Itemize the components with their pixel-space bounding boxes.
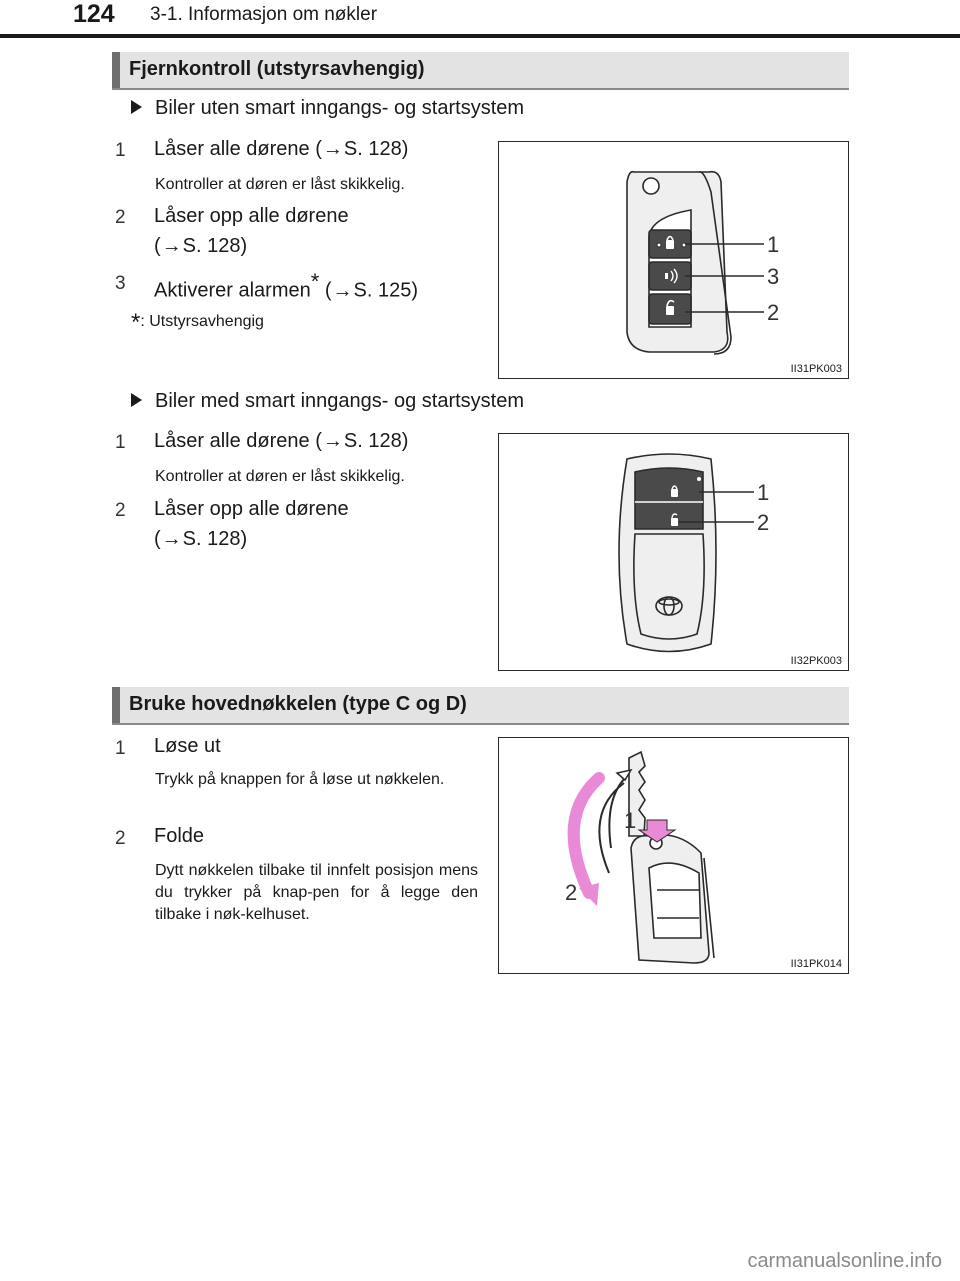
callout-2: 2 [757,510,770,535]
item-number: 3 [115,273,126,294]
list-item [154,201,349,261]
callout-1: 1 [767,232,780,257]
item-number: 1 [115,738,126,759]
figure-master-key-fold [498,737,849,974]
footnote-text: : Utstyrsavhengig [140,313,264,330]
section-bar-remote [112,52,849,90]
section-bar-master-key [112,687,849,725]
callout-2: 2 [767,300,780,325]
item-number: 2 [115,500,126,521]
subheading-text: Biler uten smart inngangs- og startsystem [155,97,525,119]
figure-smart-key [498,433,849,671]
arrow-icon: → [322,138,343,160]
list-item [154,134,408,164]
page-ref[interactable]: S. 128) [182,235,248,257]
triangle-bullet-icon [131,100,142,114]
footnote [131,311,264,334]
item-text: Aktiverer alarmen [154,279,311,302]
item-note: Kontroller at døren er låst skikkelig. [155,468,405,485]
item-note: Dytt nøkkelen tilbake til innfelt posisjon mens du trykker på knap-pen for å legge den tilbake i nøk-kelhuset. [155,862,478,923]
arrow-icon: → [161,235,182,257]
figure-code: II31PK003 [790,363,842,375]
page-ref[interactable]: S. 125) [353,279,418,302]
item-text: Låser alle dørene ( [154,138,322,160]
callout-1: 1 [624,808,637,833]
item-number: 1 [115,432,126,453]
footnote-star: * [310,269,320,294]
page-ref[interactable]: S. 128) [182,528,248,550]
item-text: Låser opp alle dørene [154,205,349,227]
footnote-star: * [131,309,141,336]
item-text: Låser opp alle dørene [154,498,349,520]
item-number: 2 [115,207,126,228]
page-ref[interactable]: S. 128) [343,138,409,160]
list-item: Folde [154,825,205,847]
list-item [154,426,408,456]
list-item [154,494,349,554]
arrow-icon: → [332,279,353,302]
subheading-text: Biler med smart inngangs- og startsystem [155,390,525,412]
subheading-with-smart [131,390,524,413]
master-key-illustration [499,738,847,972]
section-accent [112,687,120,723]
triangle-bullet-icon [131,393,142,407]
callout-1: 1 [757,480,770,505]
flip-key-illustration [499,142,847,377]
item-text: Låser alle dørene ( [154,430,322,452]
section-title: Bruke hovednøkkelen (type C og D) [129,693,467,715]
item-text: ( [154,528,161,550]
callout-3: 3 [767,264,780,289]
header-rule [0,34,960,38]
item-note: Trykk på knappen for å løse ut nøkkelen. [155,771,445,788]
item-text: ( [154,235,161,257]
figure-code: II32PK003 [790,655,842,667]
figure-flip-key-remote [498,141,849,379]
section-accent [112,52,120,88]
chapter-title: 3-1. Informasjon om nøkler [150,4,378,25]
arrow-icon: → [322,430,343,452]
section-title: Fjernkontroll (utstyrsavhengig) [129,58,425,80]
figure-code: II31PK014 [790,958,842,970]
subheading-without-smart [131,97,524,120]
item-number: 2 [115,828,126,849]
page-number: 124 [73,0,115,28]
item-number: 1 [115,140,126,161]
item-note: Kontroller at døren er låst skikkelig. [155,176,405,193]
smart-key-illustration [499,434,847,669]
page-ref[interactable]: S. 128) [343,430,409,452]
arrow-icon: → [161,528,182,550]
watermark: carmanualsonline.info [747,1250,942,1272]
list-item [154,267,418,306]
item-text: ( [319,279,332,302]
list-item: Løse ut [154,735,221,757]
callout-2: 2 [565,880,578,905]
